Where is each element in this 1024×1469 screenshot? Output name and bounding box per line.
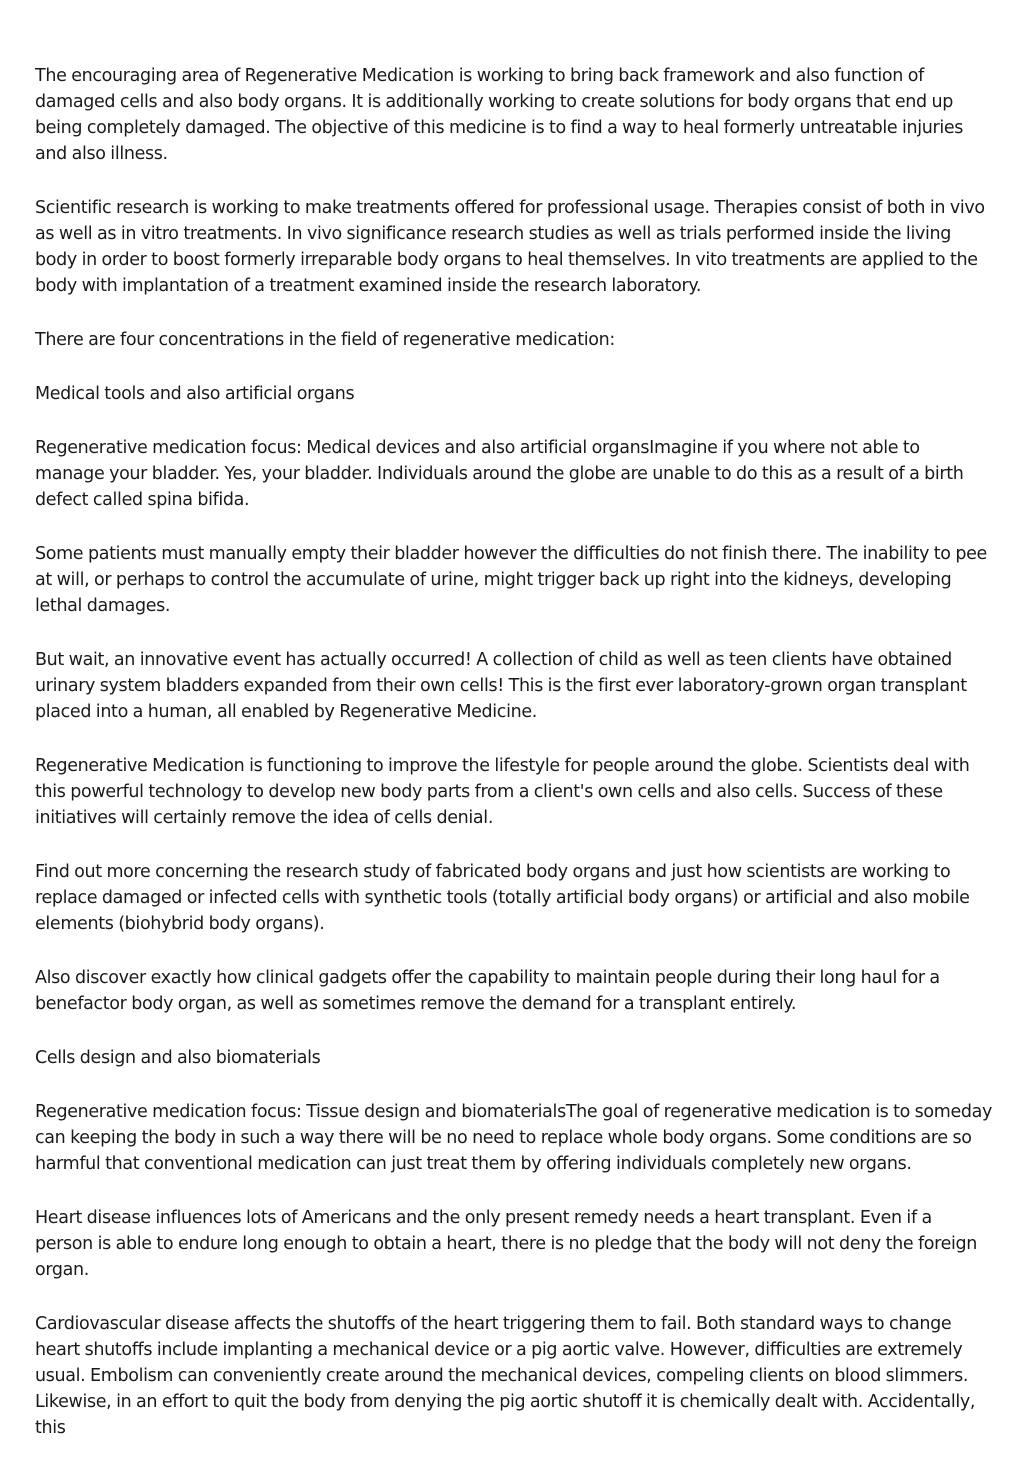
section-heading-cells-design: Cells design and also biomaterials xyxy=(35,1048,321,1068)
document-body xyxy=(35,63,993,1469)
section-heading-medical-tools: Medical tools and also artificial organs xyxy=(35,384,355,404)
paragraph-tissue-design: Regenerative medication focus: Tissue design and biomaterialsThe goal of regenerative medication is to someday can keeping the body in such a way there will be no need to replace whole body organs. Some conditions are so harmful that conventional medication can just treat them by offering individuals completely new organs. xyxy=(35,1102,993,1174)
paragraph-four-concentrations: There are four concentrations in the field of regenerative medication: xyxy=(35,330,615,350)
paragraph-scientific-research: Scientific research is working to make treatments offered for professional usage. Therapies consist of both in vivo as well as in vitro treatments. In vivo significance research studies as well as trials performed inside the living body in order to boost formerly irreparable body organs to heal themselves. In vito treatments are applied to the body with implantation of a treatment examined inside the research laboratory. xyxy=(35,198,985,296)
paragraph-lifestyle: Regenerative Medication is functioning to improve the lifestyle for people around the globe. Scientists deal with this powerful technology to develop new body parts from a client's own cells and also cells. Success of these initiatives will certainly remove the idea of cells denial. xyxy=(35,756,970,828)
paragraph-heart-disease: Heart disease influences lots of Americans and the only present remedy needs a heart transplant. Even if a person is able to endure long enough to obtain a heart, there is no pledge that the body will not deny the foreign organ. xyxy=(35,1208,978,1280)
paragraph-clinical-gadgets: Also discover exactly how clinical gadgets offer the capability to maintain people during their long haul for a benefactor body organ, as well as sometimes remove the demand for a transplant entirely. xyxy=(35,968,940,1014)
paragraph-find-out-more: Find out more concerning the research study of fabricated body organs and just how scientists are working to replace damaged or infected cells with synthetic tools (totally artificial body organs) or artificial and also mobile elements (biohybrid body organs). xyxy=(35,862,970,934)
paragraph-cardiovascular: Cardiovascular disease affects the shutoffs of the heart triggering them to fail. Both standard ways to change heart shutoffs include implanting a mechanical device or a pig aortic valve. However, difficulties are extremely usual. Embolism can conveniently create around the mechanical devices, compeling clients on blood slimmers. Likewise, in an effort to quit the body from denying the pig aortic shutoff it is chemically dealt with. Accidentally, this xyxy=(35,1314,976,1438)
paragraph-bladder: Regenerative medication focus: Medical devices and also artificial organsImagine if you where not able to manage your bladder. Yes, your bladder. Individuals around the globe are unable to do this as a result of a birth defect called spina bifida. xyxy=(35,438,964,510)
paragraph-innovative-event: But wait, an innovative event has actually occurred! A collection of child as well as teen clients have obtained urinary system bladders expanded from their own cells! This is the first ever laboratory-grown organ transplant placed into a human, all enabled by Regenerative Medicine. xyxy=(35,650,967,722)
paragraph-patients: Some patients must manually empty their bladder however the difficulties do not finish there. The inability to pee at will, or perhaps to control the accumulate of urine, might trigger back up right into the kidneys, developing lethal damages. xyxy=(35,544,987,616)
paragraph-intro: The encouraging area of Regenerative Medication is working to bring back framework and also function of damaged cells and also body organs. It is additionally working to create solutions for body organs that end up being completely damaged. The objective of this medicine is to find a way to heal formerly untreatable injuries and also illness. xyxy=(35,66,964,164)
